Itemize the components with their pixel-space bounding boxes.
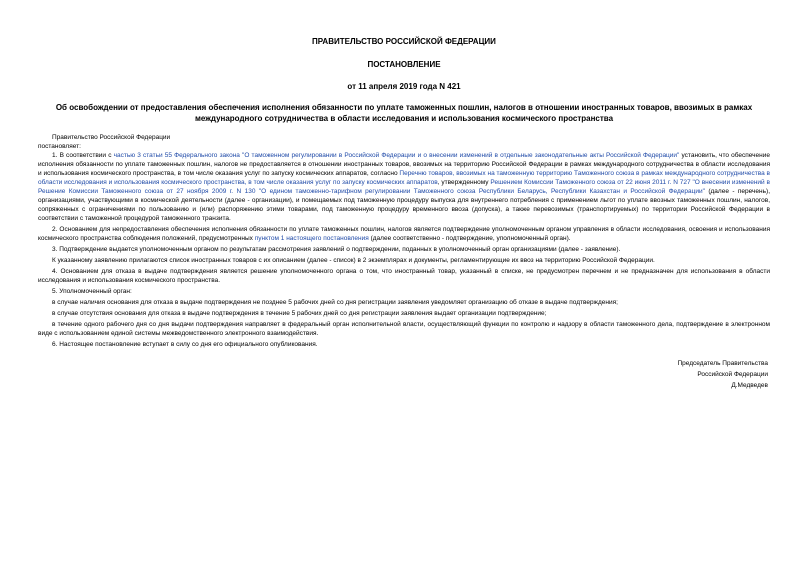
date-number-heading: от 11 апреля 2019 года N 421 [347, 82, 461, 91]
intro-line: Правительство Российской Федерации [52, 134, 171, 141]
document-title: Об освобождении от предоставления обеспечения исполнения обязанности по уплате таможенных пошлин, налогов в отношении иностранных товаров, ввозимых в рамках международного сотрудничества в области исследования и использования космического пространства [55, 103, 753, 123]
text-run: установить, что обеспечение исполнения обязанности по уплате таможенных пошлин, налогов не предоставляется в отношении иностранных товаров, ввозимых на территорию Российской Федерации в рамках международного сотрудничества в области исследования и использования космического пространства, в том числе оказания услуг по запуску космических аппаратов, согласно [38, 152, 770, 177]
commission-decision-link[interactable]: Решением Комиссии Таможенного союза от 22 июня 2011 г. N 727 "О внесении изменений в Решение Комиссии Таможенного союза от 27 ноября 2009 г. N 130 "О едином таможенно-тарифном регулировании Таможенного союза Республики Беларусь, Республики Казахстан и Российской Федерации" [38, 179, 771, 195]
paragraph-1 [38, 151, 770, 223]
paragraph-5b: в случае отсутствия основания для отказа в выдаче подтверждения в течение 5 рабочих дней со дня регистрации заявления выдает организации подтверждение; [52, 310, 547, 317]
text-run: (далее - перечень), организациями, участвующими в космической деятельности (далее - организации), и помещаемых под таможенную процедуру выпуска для внутреннего потребления с применением льгот по уплате ввозных таможенных пошлин, налогов, сопряженных с ограничениями по пользованию и (или) распоряжению этими товарами, под таможенную процедуру временного ввоза (допуска), а также перевозимых (транспортируемых) по территории Российской Федерации в соответствии с таможенной процедурой таможенного транзита. [38, 188, 770, 222]
org-heading: ПРАВИТЕЛЬСТВО РОССИЙСКОЙ ФЕДЕРАЦИИ [312, 37, 496, 46]
text-run: 2. Основанием для непредоставления обеспечения исполнения обязанности по уплате таможенных пошлин, налогов является подтверждение уполномоченным органом управления в области исследования, освоения и использования космического пространства соблюдения положений, предусмотренных [38, 226, 770, 242]
paragraph-3b: К указанному заявлению прилагаются список иностранных товаров с их описанием (далее - список) в 2 экземплярах и документы, регламентирующие их ввоз на территорию Российской Федерации. [52, 257, 655, 264]
signature-line: Российской Федерации [697, 371, 768, 378]
text-run: (далее соответственно - подтверждение, уполномоченный орган). [368, 235, 571, 242]
paragraph-5: 5. Уполномоченный орган: [52, 288, 132, 295]
paragraph-2 [38, 225, 770, 243]
text-run: 1. В соответствии с [52, 152, 114, 159]
text-run: , утвержденному [437, 179, 491, 186]
document [38, 36, 770, 391]
point-1-link[interactable]: пунктом 1 настоящего постановления [254, 235, 369, 242]
paragraph-4: 4. Основанием для отказа в выдаче подтверждения является решение уполномоченного органа о том, что иностранный товар, указанный в списке, не предусмотрен перечнем и не предназначен для использования в области исследования и использования космического пространства. [38, 268, 770, 284]
signature-name: Д.Медведев [731, 382, 768, 389]
paragraph-6: 6. Настоящее постановление вступает в силу со дня его официального опубликования. [52, 341, 318, 348]
intro-line: постановляет: [38, 143, 81, 150]
law-link[interactable]: частью 3 статьи 55 Федерального закона "О таможенном регулировании в Российской Федерации и о внесении изменений в отдельные законодательные акты Российской Федерации" [113, 152, 680, 159]
paragraph-5a: в случае наличия основания для отказа в выдаче подтверждения не позднее 5 рабочих дней со дня регистрации заявления уведомляет организацию об отказе в выдаче подтверждения; [52, 299, 618, 306]
intro [38, 133, 770, 151]
signature-line: Председатель Правительства [677, 360, 768, 367]
paragraph-5c: в течение одного рабочего дня со дня выдачи подтверждения направляет в федеральный орган исполнительной власти, осуществляющий функции по контролю и надзору в области таможенного дела, подтверждение в электронном виде с использованием единой системы межведомственного электронного взаимодействия. [38, 321, 770, 337]
paragraph-3: 3. Подтверждение выдается уполномоченным органом по результатам рассмотрения заявлений о подтверждении, поданных в уполномоченный орган организациями (далее - заявление). [52, 246, 621, 253]
doc-type-heading: ПОСТАНОВЛЕНИЕ [367, 60, 441, 69]
goods-list-link[interactable]: Перечню товаров, ввозимых на таможенную территорию Таможенного союза в рамках международного сотрудничества в области исследования и использования космического пространства, в том числе оказания услуг по запуску космических аппаратов [38, 170, 770, 186]
signature-block [38, 358, 770, 391]
